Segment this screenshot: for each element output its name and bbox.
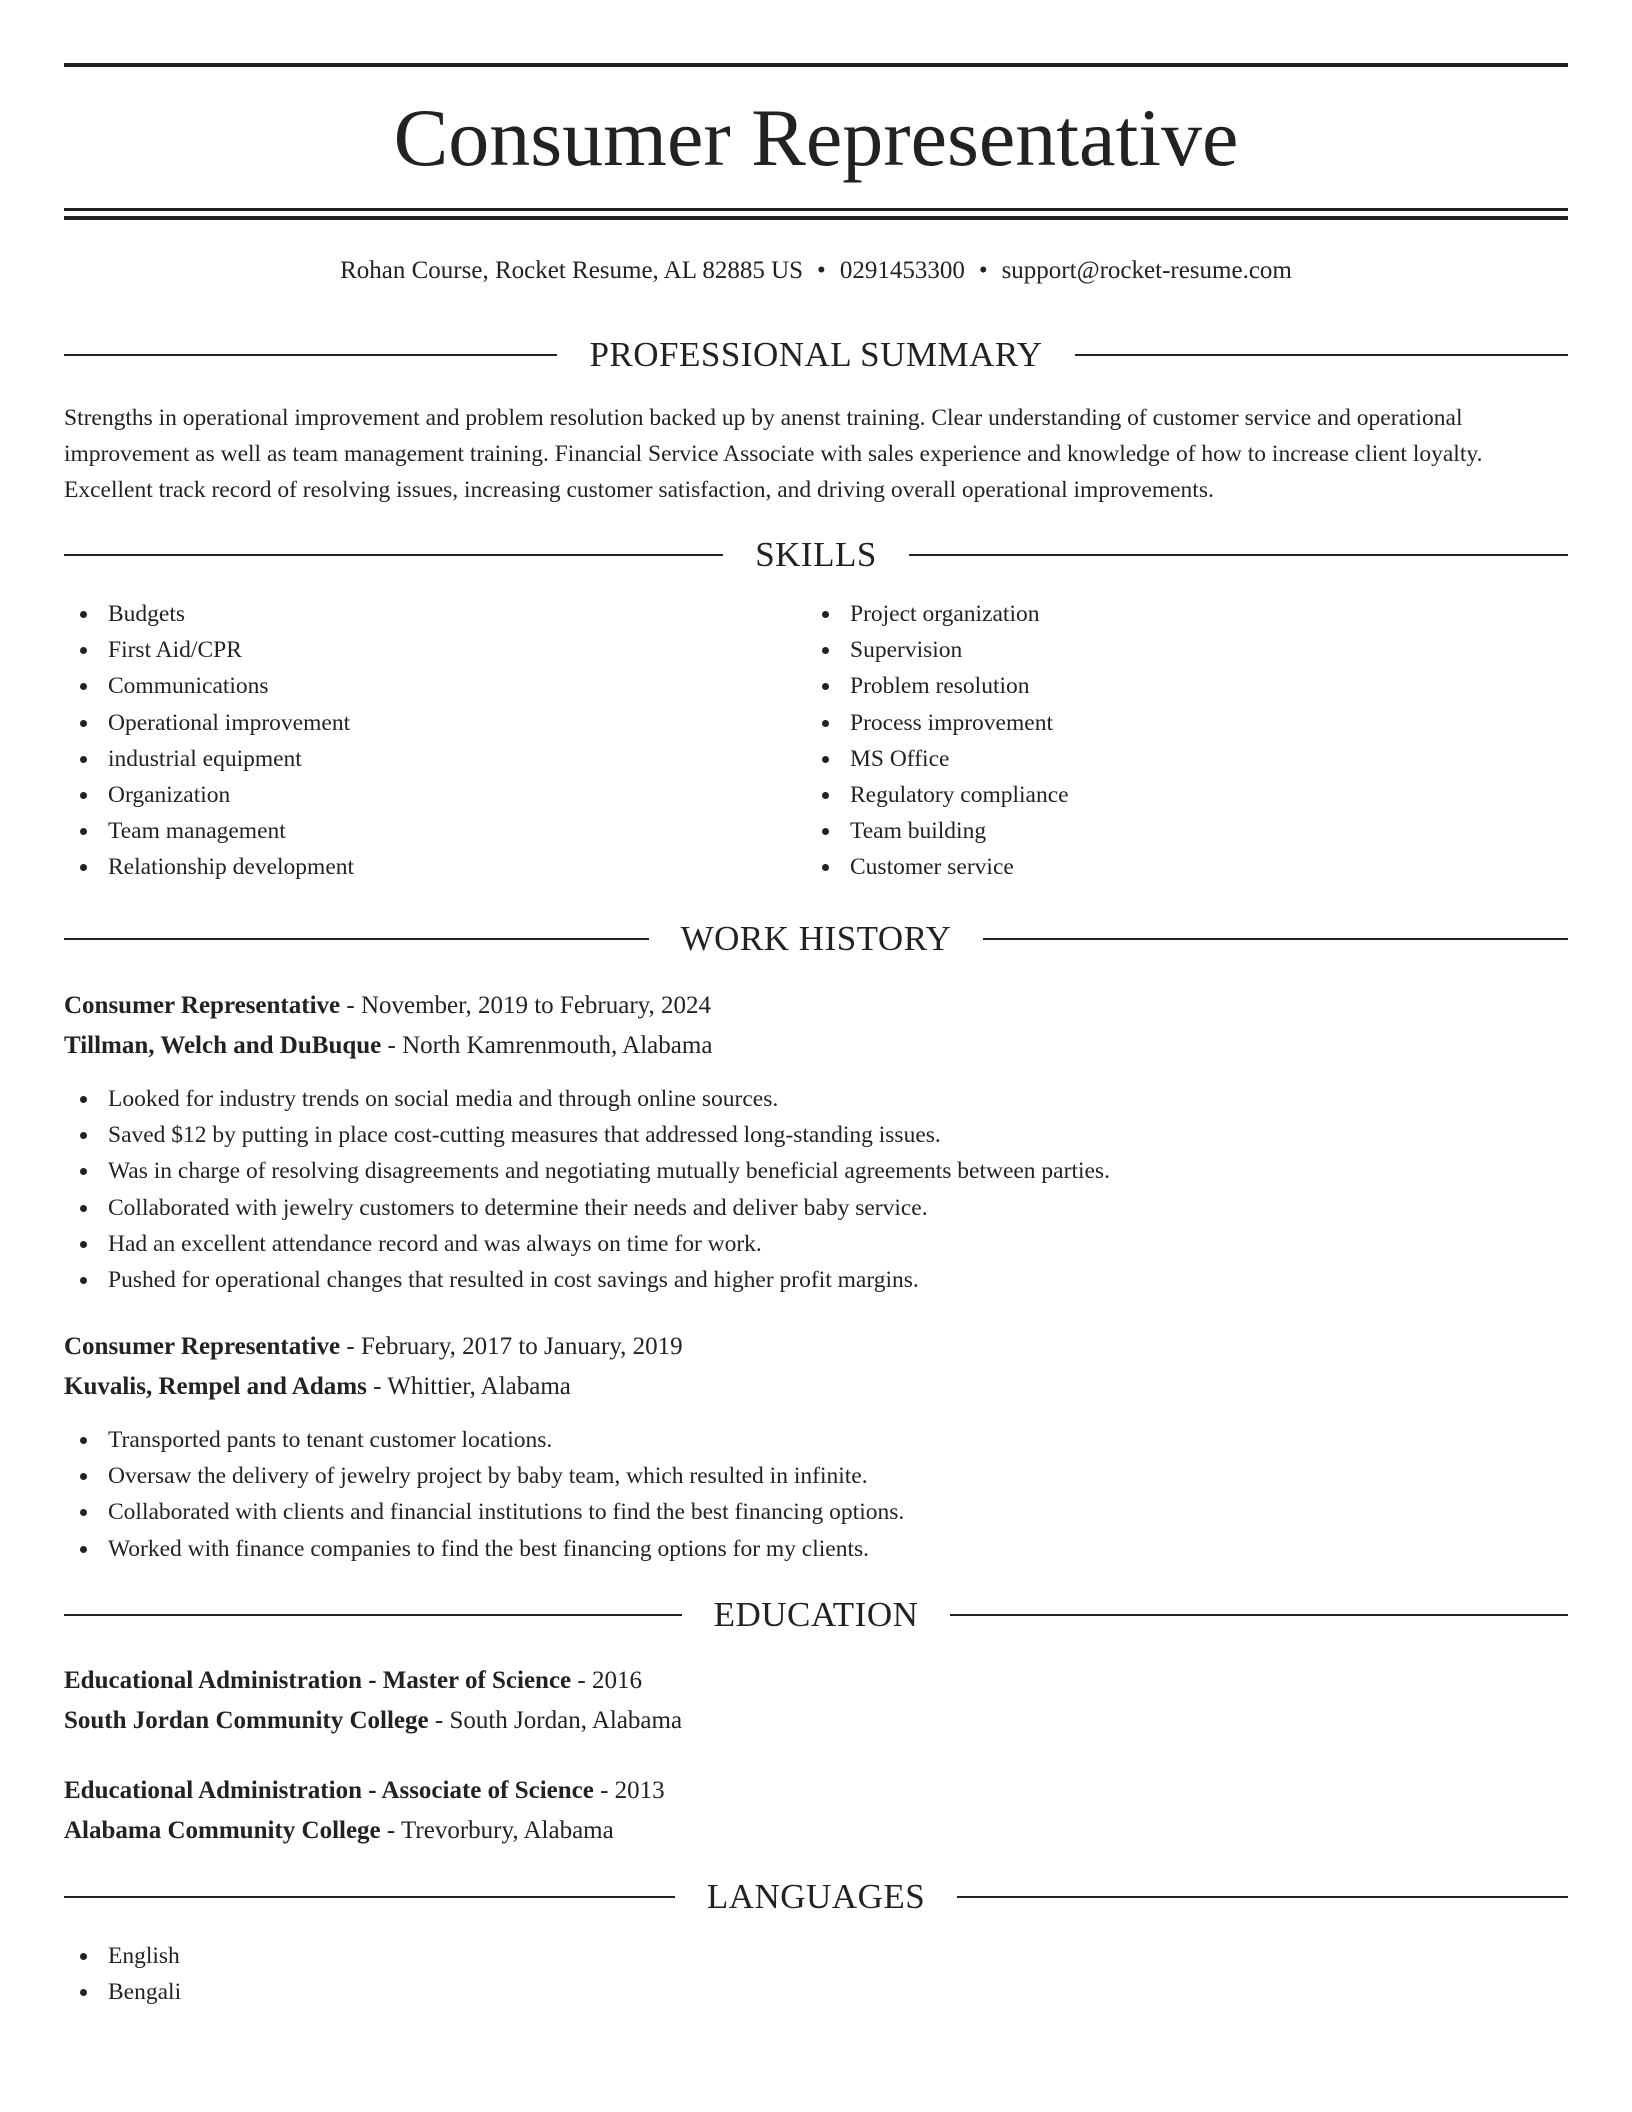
school-line [64, 1703, 1568, 1739]
resume-title: Consumer Representative [393, 92, 1239, 183]
job-bullet: Was in charge of resolving disagreements and negotiating mutually beneficial agreements between parties. [64, 1153, 1568, 1189]
degree-name: Educational Administration - Associate of Science [64, 1777, 594, 1804]
section-header-skills [64, 533, 1568, 577]
language-item: Bengali [64, 1974, 764, 2010]
job-location: - Whittier, Alabama [366, 1373, 571, 1400]
title-rule-lower [64, 216, 1568, 220]
section-title-skills: SKILLS [755, 535, 877, 574]
skill-item: Relationship development [64, 849, 764, 885]
job-bullet: Saved $12 by putting in place cost-cutting measures that addressed long-standing issues. [64, 1117, 1568, 1153]
divider-line [64, 354, 557, 356]
divider-line [64, 1896, 675, 1898]
job-bullet: Collaborated with jewelry customers to determine their needs and deliver baby service. [64, 1190, 1568, 1226]
skill-item: Regulatory compliance [806, 777, 1506, 813]
section-header-languages [64, 1875, 1568, 1919]
job-company-line [64, 1028, 1568, 1064]
degree-line [64, 1663, 1568, 1699]
job-location: - North Kamrenmouth, Alabama [381, 1032, 713, 1059]
divider-line [64, 938, 649, 940]
contact-email: support@rocket-resume.com [1001, 257, 1292, 284]
skill-item: MS Office [806, 741, 1506, 777]
section-title-languages: LANGUAGES [706, 1877, 926, 1916]
degree-year: - 2013 [593, 1777, 665, 1804]
contact-line [64, 254, 1568, 288]
skill-item: Project organization [806, 596, 1506, 632]
divider-line [909, 554, 1568, 556]
job-title: Consumer Representative [64, 1333, 341, 1360]
divider-line [1075, 354, 1568, 356]
job-bullets [64, 1081, 1568, 1298]
summary-text: Strengths in operational improvement and problem resolution backed up by anenst training. Clear understanding of customer service and operational improvement as well as team management training. Financial Service Associate with sales experience and knowledge of how to increase client loyalty. Excellent track record of resolving issues, increasing customer satisfaction, and driving overall operational improvements. [64, 405, 1483, 503]
skills-list-left [64, 596, 764, 886]
section-header-summary [64, 333, 1568, 377]
skill-item: Team management [64, 813, 764, 849]
languages-list [64, 1938, 764, 2010]
skills-list-right [806, 596, 1506, 886]
divider-line [950, 1614, 1568, 1616]
skill-item: Operational improvement [64, 705, 764, 741]
job-bullets [64, 1422, 1568, 1567]
section-header-work [64, 917, 1568, 961]
job-bullet: Worked with finance companies to find the best financing options for my clients. [64, 1531, 1568, 1567]
divider-line [64, 1614, 682, 1616]
contact-phone: 0291453300 [839, 257, 965, 284]
job-bullet: Looked for industry trends on social media and through online sources. [64, 1081, 1568, 1117]
school-location: - South Jordan, Alabama [428, 1707, 683, 1734]
job-bullet: Transported pants to tenant customer locations. [64, 1422, 1568, 1458]
job-dates: - November, 2019 to February, 2024 [340, 992, 712, 1019]
language-item: English [64, 1938, 764, 1974]
contact-address: Rohan Course, Rocket Resume, AL 82885 US [340, 257, 804, 284]
job-title-line [64, 988, 1568, 1024]
skill-item: Organization [64, 777, 764, 813]
skill-item: industrial equipment [64, 741, 764, 777]
job-bullet: Oversaw the delivery of jewelry project by baby team, which resulted in infinite. [64, 1458, 1568, 1494]
section-header-education [64, 1593, 1568, 1637]
section-title-work: WORK HISTORY [680, 919, 952, 958]
skill-item: Supervision [806, 632, 1506, 668]
school-line [64, 1813, 1568, 1849]
skill-item: Process improvement [806, 705, 1506, 741]
divider-line [957, 1896, 1568, 1898]
job-bullet: Had an excellent attendance record and was always on time for work. [64, 1226, 1568, 1262]
title-rule-upper [64, 208, 1568, 211]
school-location: - Trevorbury, Alabama [380, 1817, 614, 1844]
job-title: Consumer Representative [64, 992, 341, 1019]
skill-item: Customer service [806, 849, 1506, 885]
skill-item: First Aid/CPR [64, 632, 764, 668]
contact-separator: • [978, 257, 988, 284]
job-company-line [64, 1369, 1568, 1405]
degree-name: Educational Administration - Master of Science [64, 1667, 572, 1694]
skill-item: Budgets [64, 596, 764, 632]
school-name: Alabama Community College [64, 1817, 381, 1844]
job-bullet: Collaborated with clients and financial institutions to find the best financing options. [64, 1494, 1568, 1530]
job-title-line [64, 1329, 1568, 1365]
skill-item: Communications [64, 668, 764, 704]
section-title-education: EDUCATION [713, 1595, 919, 1634]
skill-item: Team building [806, 813, 1506, 849]
divider-line [983, 938, 1568, 940]
job-company: Kuvalis, Rempel and Adams [64, 1373, 367, 1400]
contact-separator: • [817, 257, 826, 284]
job-company: Tillman, Welch and DuBuque [64, 1032, 382, 1059]
top-rule [64, 63, 1568, 67]
divider-line [64, 554, 723, 556]
school-name: South Jordan Community College [64, 1707, 429, 1734]
skill-item: Problem resolution [806, 668, 1506, 704]
job-bullet: Pushed for operational changes that resulted in cost savings and higher profit margins. [64, 1262, 1568, 1298]
job-dates: - February, 2017 to January, 2019 [340, 1333, 683, 1360]
section-title-summary: PROFESSIONAL SUMMARY [589, 335, 1043, 374]
degree-line [64, 1773, 1568, 1809]
degree-year: - 2016 [571, 1667, 642, 1694]
